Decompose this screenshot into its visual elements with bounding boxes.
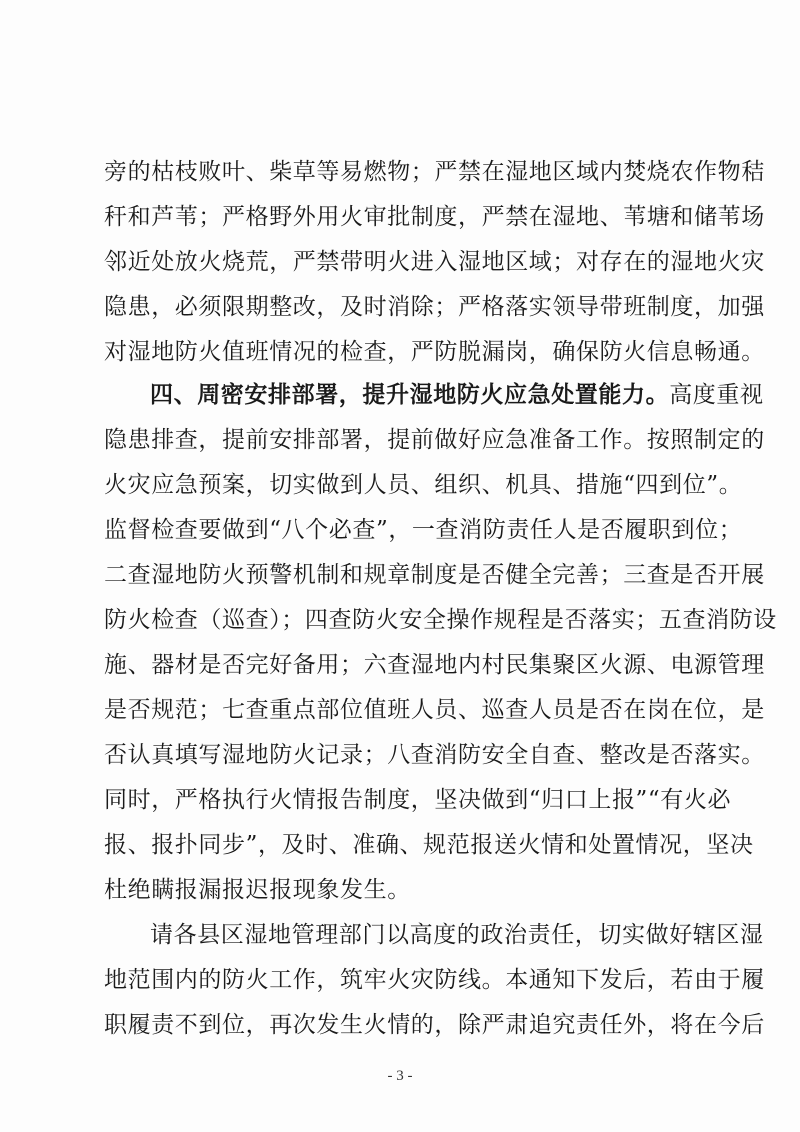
paragraph-line: 隐患，必须限期整改，及时消除；严格落实领导带班制度，加强 (104, 294, 765, 320)
paragraph-line: 职履责不到位，再次发生火情的，除严肃追究责任外，将在今后 (104, 1012, 765, 1038)
closing-first-line: 请各县区湿地管理部门以高度的政治责任，切实做好辖区湿 (150, 922, 764, 948)
paragraph-line: 报、报扑同步”，及时、准确、规范报送火情和处置情况，坚决 (104, 832, 754, 858)
paragraph-line: 防火检查（巡查）；四查防火安全操作规程是否落实；五查消防设 (104, 607, 777, 633)
paragraph-line: 秆和芦苇；严格野外用火审批制度，严禁在湿地、苇塘和储苇场 (104, 204, 765, 230)
paragraph-line: 监督检查要做到“八个必查”，一查消防责任人是否履职到位； (104, 517, 743, 543)
section-4-first-text: 高度重视 (669, 382, 764, 408)
paragraph-line: 同时，严格执行火情报告制度，坚决做到“归口上报”“有火必 (104, 787, 732, 813)
section-4-first-line (150, 373, 764, 417)
paragraph-line: 地范围内的防火工作，筑牢火灾防线。本通知下发后，若由于履 (104, 967, 765, 993)
paragraph-line: 旁的枯枝败叶、柴草等易燃物；严禁在湿地区域内焚烧农作物秸 (104, 159, 765, 185)
paragraph-line: 是否规范；七查重点部位值班人员、巡查人员是否在岗在位，是 (104, 697, 765, 723)
page-number: - 3 - (387, 1068, 413, 1084)
paragraph-line: 火灾应急预案，切实做到人员、组织、机具、措施“四到位”。 (104, 472, 743, 498)
paragraph-line: 二查湿地防火预警机制和规章制度是否健全完善；三查是否开展 (104, 562, 765, 588)
paragraph-line: 施、器材是否完好备用；六查湿地内村民集聚区火源、电源管理 (104, 652, 765, 678)
section-4-heading: 四、周密安排部署，提升湿地防火应急处置能力。 (150, 381, 670, 408)
paragraph-line: 隐患排查，提前安排部署，提前做好应急准备工作。按照制定的 (104, 427, 765, 453)
paragraph-line: 杜绝瞒报漏报迟报现象发生。 (104, 877, 411, 903)
paragraph-line: 对湿地防火值班情况的检查，严防脱漏岗，确保防火信息畅通。 (104, 339, 765, 365)
paragraph-line: 否认真填写湿地防火记录；八查消防安全自查、整改是否落实。 (104, 742, 765, 768)
paragraph-line: 邻近处放火烧荒，严禁带明火进入湿地区域；对存在的湿地火灾 (104, 249, 765, 275)
